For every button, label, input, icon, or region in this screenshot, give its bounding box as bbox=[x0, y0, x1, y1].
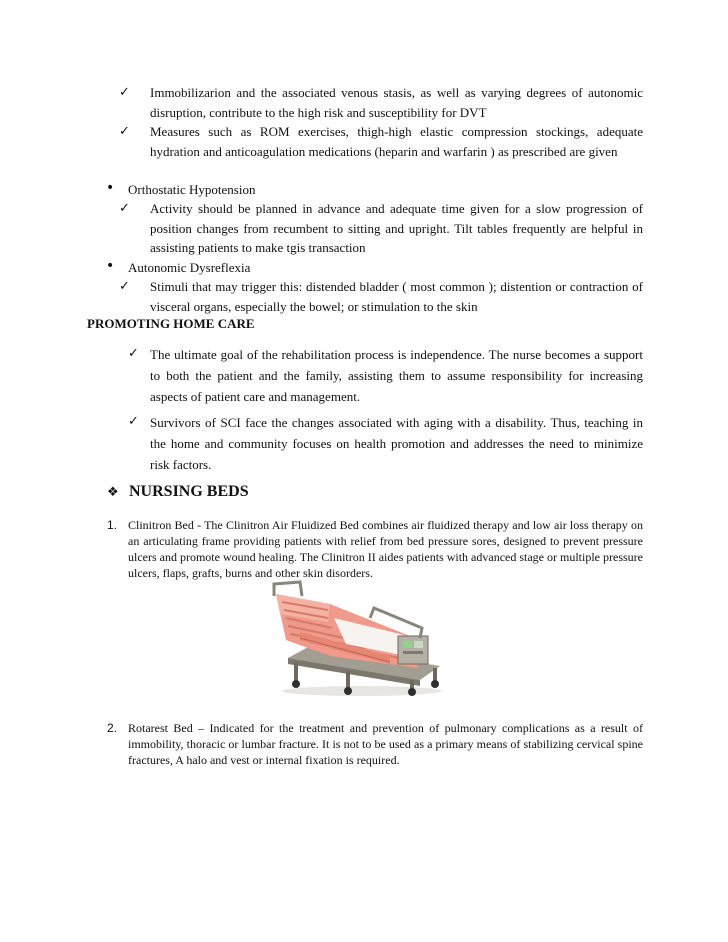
clinitron-bed-image bbox=[270, 578, 452, 700]
list-number: 1. bbox=[107, 518, 118, 532]
dysreflexia-point: Stimuli that may trigger this: distended bladder ( most common ); distention or contraction of visceral organs, especially the bowel; or stimulation to the skin bbox=[150, 279, 643, 314]
diamond-icon: ❖ bbox=[107, 485, 119, 500]
bullet-icon: • bbox=[106, 258, 115, 274]
home-care-heading: PROMOTING HOME CARE bbox=[87, 316, 255, 331]
home-care-point-1: The ultimate goal of the rehabilitation process is independence. The nurse becomes a support to both the patient and the family, assisting them to assume responsibility for increasing aspects of patient care and management. bbox=[150, 347, 643, 404]
dvt-point-1: Immobilizarion and the associated venous stasis, as well as varying degrees of autonomic disruption, contribute to the high risk and susceptibility for DVT bbox=[150, 85, 643, 120]
clinitron-bed-text: Clinitron Bed - The Clinitron Air Fluidized Bed combines air fluidized therapy and low air loss therapy on an articulating frame providing patients with relief from bed pressure sores, designed to prevent pressure ulcers and promote wound healing. The Clinitron II aides patients with advanced stage or multiple pressure ulcers, flaps, grafts, burns and other skin disorders. bbox=[128, 518, 643, 580]
check-icon: ✓ bbox=[119, 124, 130, 139]
orthostatic-point: Activity should be planned in advance and adequate time given for a slow progression of position changes from recumbent to sitting and upright. Tilt tables frequently are helpful in assisting patients to make tgis transaction bbox=[150, 201, 643, 255]
check-icon: ✓ bbox=[119, 201, 130, 216]
bullet-icon: • bbox=[106, 180, 115, 196]
orthostatic-title: Orthostatic Hypotension bbox=[128, 182, 256, 197]
dysreflexia-title: Autonomic Dysreflexia bbox=[128, 260, 251, 275]
check-icon: ✓ bbox=[119, 85, 130, 100]
rotarest-bed-text: Rotarest Bed – Indicated for the treatment and prevention of pulmonary complications as a result of immobility, thoracic or lumbar fracture. It is not to be used as a primary means of stabilizing cervical spine fractures, A halo and vest or internal fixation is required. bbox=[128, 721, 643, 767]
check-icon: ✓ bbox=[128, 346, 139, 361]
home-care-point-2: Survivors of SCI face the changes associated with aging with a disability. Thus, teaching in the home and community focuses on health promotion and addresses the need to minimize risk factors. bbox=[150, 415, 643, 472]
nursing-beds-heading: NURSING BEDS bbox=[129, 483, 249, 500]
list-number: 2. bbox=[107, 721, 118, 735]
check-icon: ✓ bbox=[128, 414, 139, 429]
check-icon: ✓ bbox=[119, 279, 130, 294]
dvt-point-2: Measures such as ROM exercises, thigh-high elastic compression stockings, adequate hydration and anticoagulation medications (heparin and warfarin ) as prescribed are given bbox=[150, 124, 643, 159]
